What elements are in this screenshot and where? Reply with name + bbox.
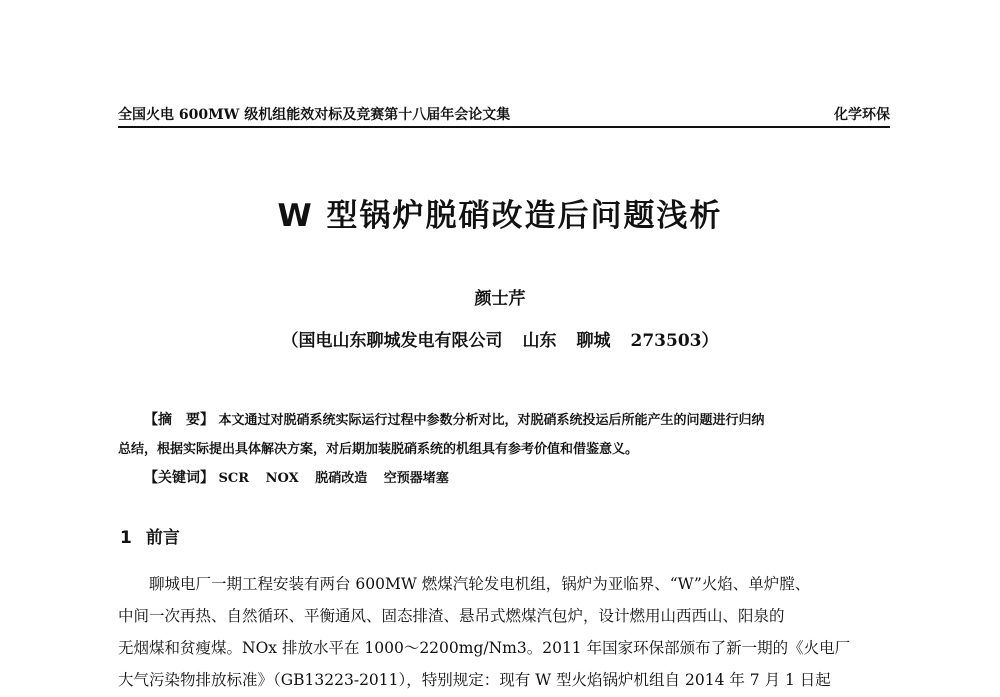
affiliation-zip: 273503 [630,331,702,351]
affiliation-open-paren: （ [281,331,299,351]
author-affiliation [0,326,1000,351]
affiliation-org: 国电山东聊城发电有限公司 [298,331,503,351]
keyword: 空预器堵塞 [383,471,449,486]
body-line: 中间一次再热、自然循环、平衡通风、固态排渣、悬吊式燃煤汽包炉，设计燃用山西西山、阳泉的 [118,607,785,625]
header-rule [118,126,890,128]
keywords-line [118,464,890,493]
body-line: 聊城电厂一期工程安装有两台 600MW 燃煤汽轮发电机组，锅炉为亚临界、“W”火焰、单炉膛、 [149,575,811,593]
keyword: 脱硝改造 [315,471,368,486]
abstract-label: 【摘 要】 [144,412,214,428]
section-number: 1 [120,528,132,548]
body-line: 无烟煤和贫瘦煤。NOx 排放水平在 1000～2200mg/Nm3。2011 年国家环保部颁布了新一期的《火电厂 [118,639,851,657]
affiliation-close-paren: ） [701,331,719,351]
header-section-label: 化学环保 [834,107,890,123]
abstract-block [118,406,890,493]
running-header [118,104,890,128]
section-heading [120,523,180,548]
abstract-text-1: 本文通过对脱硝系统实际运行过程中参数分析对比，对脱硝系统投运后所能产生的问题进行归纳 [218,413,765,428]
abstract-line-2: 总结，根据实际提出具体解决方案，对后期加装脱硝系统的机组具有参考价值和借鉴意义。 [118,442,639,457]
affiliation-province: 山东 [522,331,557,351]
section-title: 前言 [145,528,180,548]
paper-title: W 型锅炉脱硝改造后问题浅析 [277,198,723,234]
header-proceedings-title: 全国火电 600MW 级机组能效对标及竞赛第十八届年会论文集 [118,107,511,123]
keyword: SCR [218,471,250,486]
section-body [118,568,890,696]
body-line: 大气污染物排放标准》（GB13223-2011），特别规定：现有 W 型火焰锅炉机组自 2014 年 7 月 1 日起 [118,671,831,689]
abstract-line-1 [118,406,890,435]
keywords-label: 【关键词】 [144,470,214,486]
author-name: 颜士芹 [474,289,526,309]
keyword: NOX [265,471,299,486]
affiliation-city: 聊城 [576,331,611,351]
